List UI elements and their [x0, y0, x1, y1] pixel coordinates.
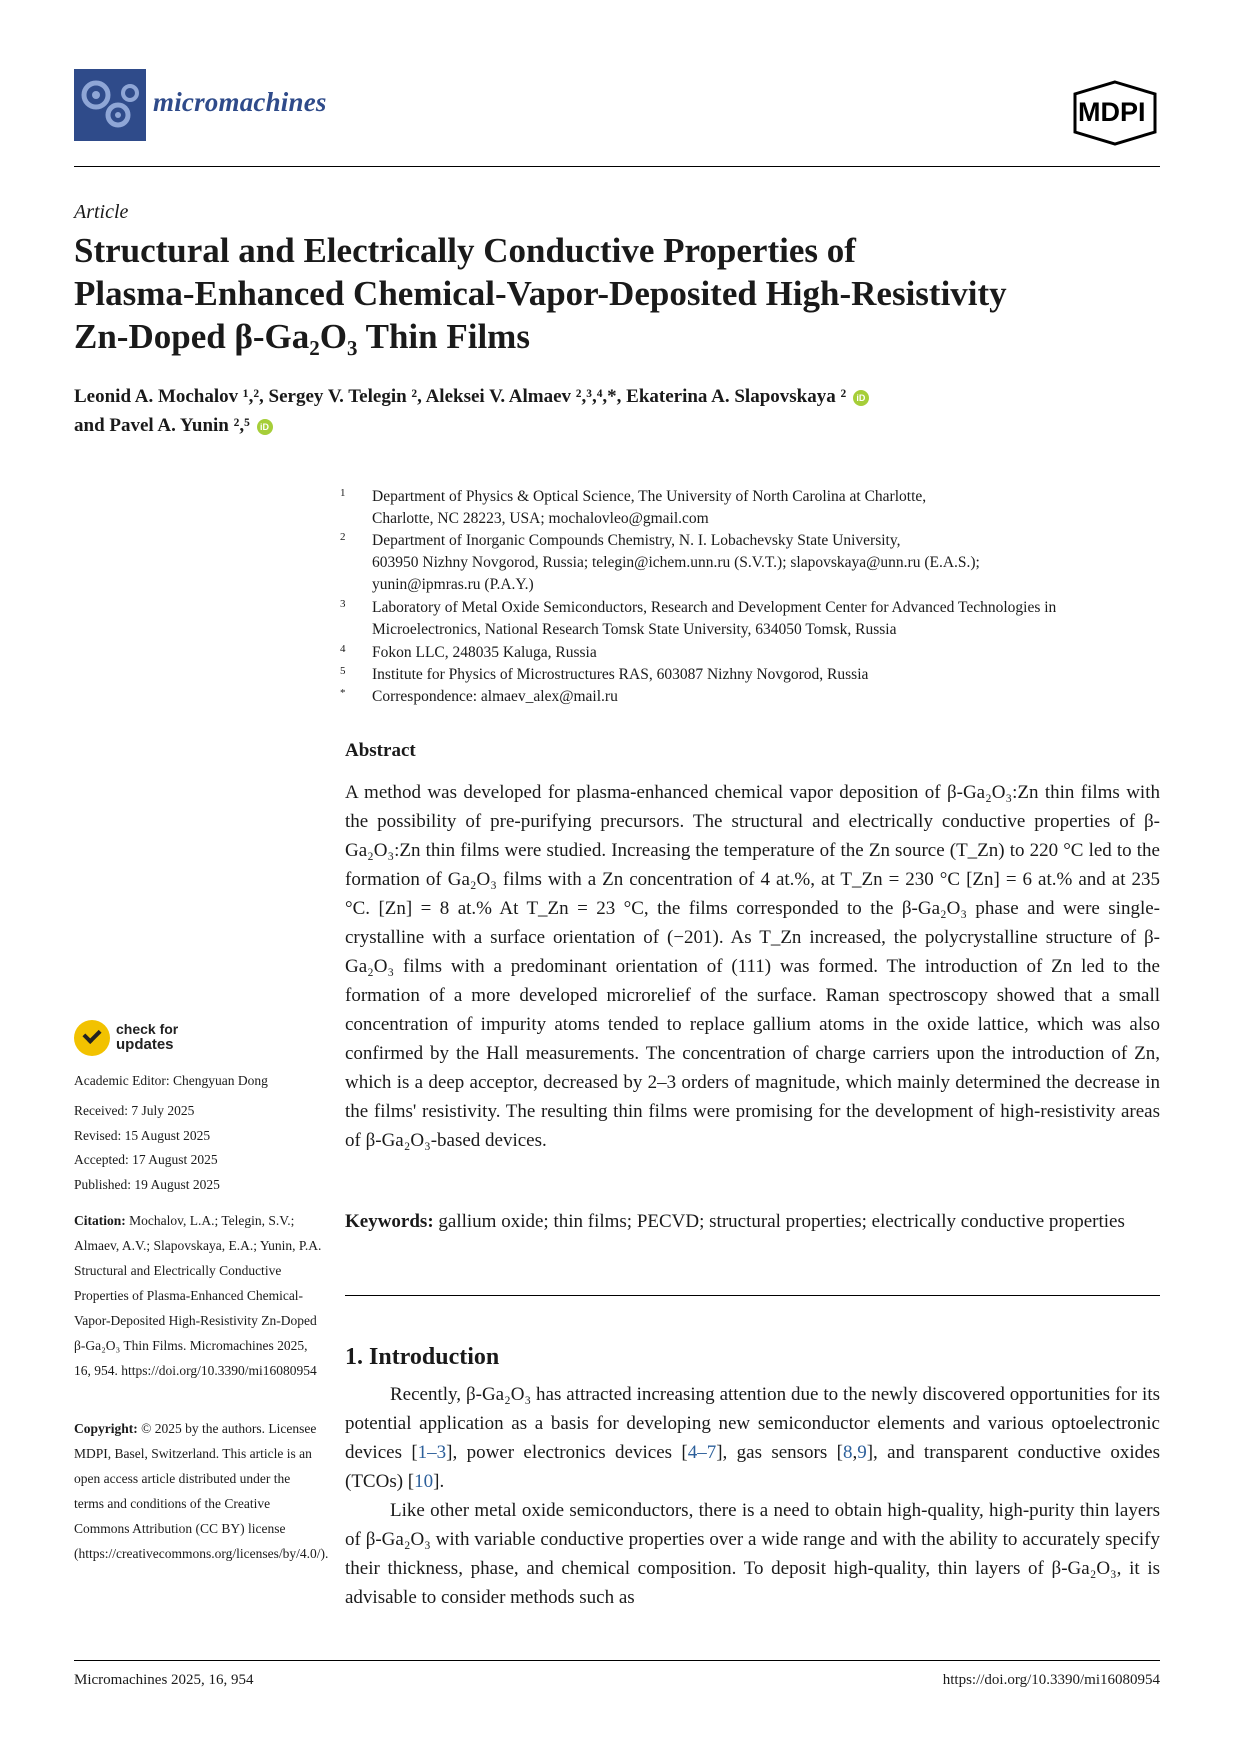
affiliation-3: 3 Laboratory of Metal Oxide Semiconductors, Research and Development Center for Advanced Technologies in Microelectronics, National Research Tomsk State University, 634050 Tomsk, Russia — [340, 598, 1057, 638]
copyright-block: Copyright: © 2025 by the authors. Licensee MDPI, Basel, Switzerland. This article is an open access article distributed under the terms and conditions of the Creative Commons Attribution (CC BY) license (https://creativecommons.org/licenses/by/4.0/). — [74, 1421, 329, 1561]
check-for-updates-icon[interactable] — [74, 1020, 110, 1056]
article-type: Article — [74, 201, 129, 223]
citation-block: Citation: Mochalov, L.A.; Telegin, S.V.; Almaev, A.V.; Slapovskaya, E.A.; Yunin, P.A. Structural and Electrically Conductive Properties of Plasma-Enhanced Chemical-Vapor-Deposited High-Resistivity Zn-Doped β-Ga₂O₃ Thin Films. Micromachines 2025, 16, 954. https://doi.org/10.3390/mi16080954 — [74, 1213, 322, 1378]
footer-doi-link[interactable]: https://doi.org/10.3390/mi16080954 — [942, 1672, 1160, 1688]
intro-paragraph-1: Recently, β-Ga₂O₃ has attracted increasing attention due to the newly discovered opportunities for its potential application as a basis for developing new semiconductor elements and various optoelectronic devices [1–3], power electronics devices [4–7], gas sensors [8,9], and transparent conductive oxides (TCOs) [10]. — [345, 1384, 1160, 1492]
citation-link[interactable]: 8 — [842, 1442, 853, 1463]
title-line: Zn-Doped β-Ga₂O₃ Thin Films — [74, 317, 530, 356]
orcid-icon[interactable]: iD — [853, 390, 869, 406]
paper-title — [74, 229, 1164, 358]
keywords-label: Keywords: — [345, 1211, 434, 1232]
intro-paragraph-2: Like other metal oxide semiconductors, there is a need to obtain high-quality, high-purity thin layers of β-Ga₂O₃ with variable conductive properties over a wide range and with the ability to accurately specify their thickness, phase, and chemical composition. To deposit high-quality, thin layers of β-Ga₂O₃, it is advisable to consider methods such as — [345, 1500, 1160, 1608]
journal-name: micromachines — [153, 87, 327, 117]
academic-editor: Academic Editor: Chengyuan Dong — [74, 1073, 268, 1088]
citation-link[interactable]: 4–7 — [687, 1442, 717, 1463]
section-rule — [345, 1295, 1160, 1296]
affiliation-5: 5 Institute for Physics of Microstructures RAS, 603087 Nizhny Novgorod, Russia — [340, 665, 869, 683]
author-list — [74, 382, 1164, 440]
keywords — [345, 1207, 1160, 1236]
intro-heading: 1. Introduction — [345, 1344, 500, 1370]
mdpi-logo: MDPI — [1071, 80, 1159, 146]
title-line: Plasma-Enhanced Chemical-Vapor-Deposited High-Resistivity — [74, 274, 1007, 313]
abstract-text: A method was developed for plasma-enhanced chemical vapor deposition of β-Ga₂O₃:Zn thin films with the possibility of pre-purifying precursors. The structural and electrically conductive properties of β-Ga₂O₃:Zn thin films were studied. Increasing the temperature of the Zn source (T_Zn) to 220 °C led to the formation of Ga₂O₃ films with a Zn concentration of 4 at.%, at T_Zn = 230 °C [Zn] = 6 at.% and at 235 °C. [Zn] = 8 at.% At T_Zn = 23 °C, the films corresponded to the β-Ga₂O₃ phase and were single-crystalline with a surface orientation of (−201). As T_Zn increased, the polycrystalline structure of β-Ga₂O₃ films with a predominant orientation of (111) was formed. The introduction of Zn led to the formation of a more developed microrelief of the surface. Raman spectroscopy showed that a small concentration of impurity atoms tended to replace gallium atoms in the oxide lattice, which was also confirmed by the Hall measurements. The concentration of charge carriers upon the introduction of Zn, which is a deep acceptor, decreased by 2–3 orders of magnitude, which mainly determined the decrease in the films' resistivity. The resulting thin films were promising for the development of high-resistivity areas of β-Ga₂O₃-based devices. — [345, 782, 1160, 1151]
check-for-updates-link[interactable]: check for updates — [116, 1021, 179, 1053]
journal-logo — [74, 69, 146, 141]
affiliation-1: 1 Department of Physics & Optical Science, The University of North Carolina at Charlotte, Charlotte, NC 28223, USA; mochalovleo@gmail.com — [340, 487, 927, 527]
correspondence: * Correspondence: almaev_alex@mail.ru — [340, 687, 618, 705]
orcid-icon[interactable]: iD — [257, 419, 273, 435]
publication-dates — [74, 1099, 220, 1197]
header-rule — [74, 166, 1160, 167]
abstract-heading: Abstract — [345, 740, 416, 761]
affiliation-2: 2 Department of Inorganic Compounds Chemistry, N. I. Lobachevsky State University, 603950 Nizhny Novgorod, Russia; telegin@ichem.unn.ru (S.V.T.); slapovskaya@unn.ru (E.A.S.); yunin@ipmras.ru (P.A.Y.) — [340, 531, 980, 593]
title-line: Structural and Electrically Conductive Properties of — [74, 231, 856, 270]
intro-body — [345, 1380, 1160, 1612]
gears-icon — [74, 69, 146, 141]
received-date: Received: 7 July 2025 — [74, 1103, 195, 1118]
footer-citation: Micromachines 2025, 16, 954 — [74, 1672, 254, 1688]
revised-date: Revised: 15 August 2025 — [74, 1127, 211, 1143]
citation-link[interactable]: 1–3 — [417, 1442, 447, 1463]
accepted-date: Accepted: 17 August 2025 — [74, 1152, 218, 1167]
citation-link[interactable]: 9 — [857, 1442, 867, 1463]
authors-line-2: and Pavel A. Yunin ²,⁵ — [74, 415, 250, 436]
affiliation-4: 4 Fokon LLC, 248035 Kaluga, Russia — [340, 643, 597, 661]
citation-link[interactable]: 10 — [414, 1471, 434, 1492]
footer-rule — [74, 1660, 1160, 1661]
published-date: Published: 19 August 2025 — [74, 1176, 220, 1192]
authors-line-1: Leonid A. Mochalov ¹,², Sergey V. Telegin ², Aleksei V. Almaev ²,³,⁴,*, Ekaterina A. Slapovskaya ² — [74, 386, 847, 407]
keywords-text: gallium oxide; thin films; PECVD; structural properties; electrically conductive properties — [433, 1211, 1125, 1232]
